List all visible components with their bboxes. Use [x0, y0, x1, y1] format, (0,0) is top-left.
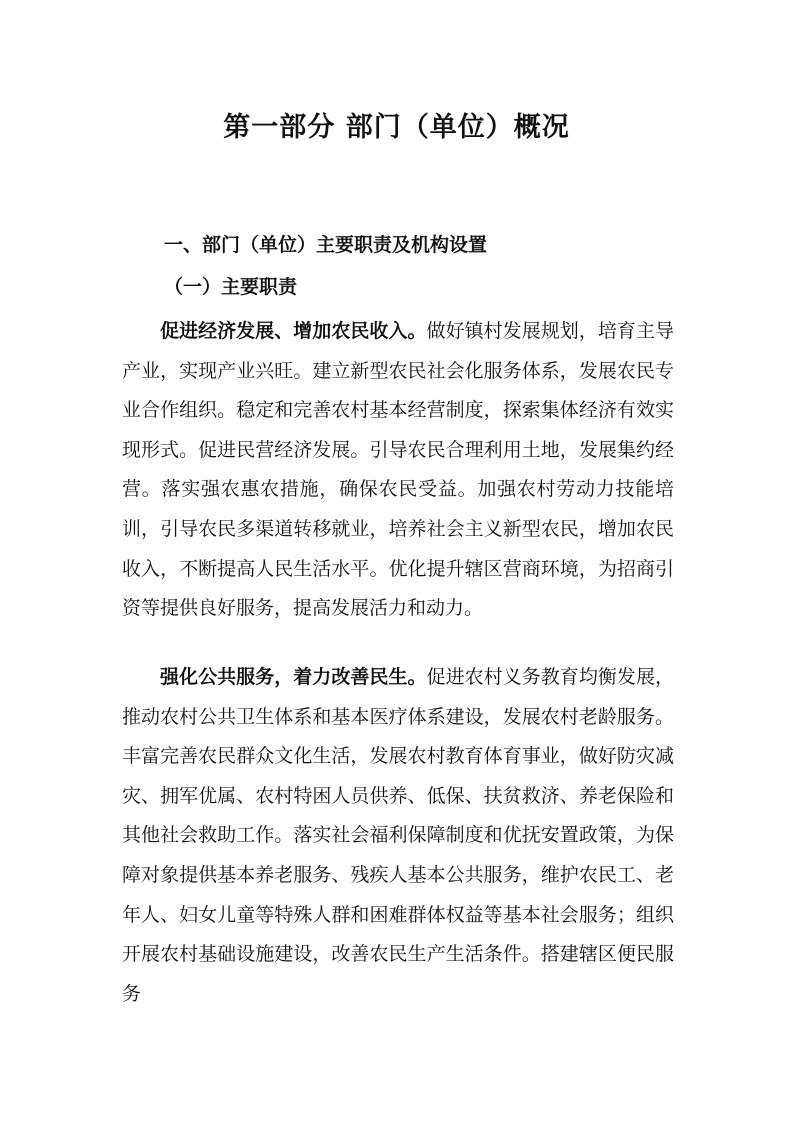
paragraph-public-services	[122, 658, 674, 1014]
paragraph-body: 促进农村义务教育均衡发展，推动农村公共卫生体系和基本医疗体系建设，发展农村老龄服务。丰富完善农民群众文化生活，发展农村教育体育事业，做好防灾减灾、拥军优属、农村特困人员供养、低保、扶贫救济、养老保险和其他社会救助工作。落实社会福利保障制度和优抚安置政策，为保障对象提供基本养老服务、残疾人基本公共服务，维护农民工、老年人、妇女儿童等特殊人群和困难群体权益等基本社会服务；组织开展农村基础设施建设，改善农民生产生活条件。搭建辖区便民服务	[122, 666, 674, 1005]
paragraph-lead: 促进经济发展、增加农民收入。	[160, 320, 427, 342]
paragraph-body: 做好镇村发展规划，培育主导产业，实现产业兴旺。建立新型农民社会化服务体系，发展农民专业合作组织。稳定和完善农村基本经营制度，探索集体经济有效实现形式。促进民营经济发展。引导农民合理利用土地，发展集约经营。落实强农惠农措施，确保农民受益。加强农村劳动力技能培训，引导农民多渠道转移就业，培养社会主义新型农民，增加农民收入，不断提高人民生活水平。优化提升辖区营商环境，为招商引资等提供良好服务，提高发展活力和动力。	[122, 320, 674, 620]
page-title: 第一部分 部门（单位）概况	[223, 112, 570, 143]
section-heading: 一、部门（单位）主要职责及机构设置	[164, 234, 488, 256]
paragraph-economic-development	[122, 312, 674, 629]
subsection-heading: （一）主要职责	[164, 276, 298, 298]
paragraph-lead: 强化公共服务，着力改善民生。	[160, 666, 427, 688]
